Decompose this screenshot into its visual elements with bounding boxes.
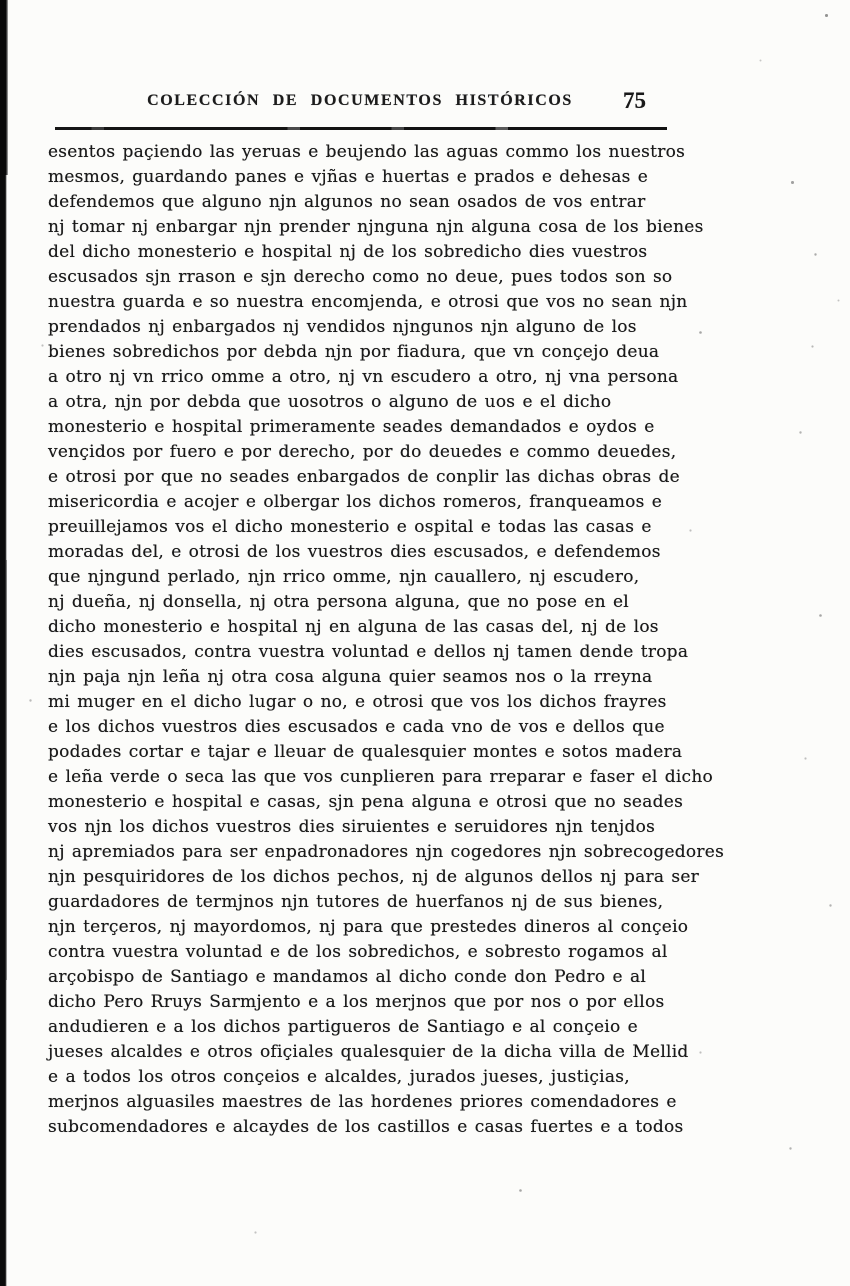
text-line: podades cortar e tajar e lleuar de qualesquier montes e sotos madera <box>48 742 683 762</box>
text-line: subcomendadores e alcaydes de los castillos e casas fuertes e a todos <box>48 1117 684 1137</box>
text-line: nj dueña, nj donsella, nj otra persona alguna, que no pose en el <box>48 592 629 612</box>
header-rule <box>55 127 667 130</box>
text-line: defendemos que alguno njn algunos no sean osados de vos entrar <box>48 192 646 212</box>
text-line: mesmos, guardando panes e vjñas e huertas e prados e dehesas e <box>48 167 649 187</box>
text-line: jueses alcaldes e otros ofiçiales qualesquier de la dicha villa de Mellid <box>48 1042 689 1062</box>
text-line: nj apremiados para ser enpadronadores njn cogedores njn sobrecogedores <box>48 842 725 862</box>
running-header <box>48 88 672 122</box>
text-line: njn paja njn leña nj otra cosa alguna quier seamos nos o la rreyna <box>48 667 653 687</box>
text-line: arçobispo de Santiago e mandamos al dicho conde don Pedro e al <box>48 967 647 987</box>
text-line: a otra, njn por debda que uosotros o alguno de uos e el dicho <box>48 392 612 412</box>
scan-noise-specks <box>0 0 1 1</box>
text-line: prendados nj enbargados nj vendidos njngunos njn alguno de los <box>48 317 637 337</box>
text-line: del dicho monesterio e hospital nj de los sobredicho dies vuestros <box>48 242 648 262</box>
text-line: preuillejamos vos el dicho monesterio e ospital e todas las casas e <box>48 517 652 537</box>
page-number: 75 <box>623 88 646 113</box>
text-line: escusados sjn rrason e sjn derecho como no deue, pues todos son so <box>48 267 673 287</box>
text-line: njn pesquiridores de los dichos pechos, nj de algunos dellos nj para ser <box>48 867 700 887</box>
text-line: mi muger en el dicho lugar o no, e otrosi que vos los dichos frayres <box>48 692 667 712</box>
text-line: njn terçeros, nj mayordomos, nj para que prestedes dineros al conçeio <box>48 917 689 937</box>
text-line: moradas del, e otrosi de los vuestros dies escusados, e defendemos <box>48 542 661 562</box>
text-line: bienes sobredichos por debda njn por fiadura, que vn conçejo deua <box>48 342 660 362</box>
text-line: nj tomar nj enbargar njn prender njnguna njn alguna cosa de los bienes <box>48 217 704 237</box>
text-line: dicho monesterio e hospital nj en alguna de las casas del, nj de los <box>48 617 659 637</box>
text-line: e otrosi por que no seades enbargados de conplir las dichas obras de <box>48 467 680 487</box>
binding-edge-artifact <box>0 0 8 1286</box>
document-body <box>48 140 725 1140</box>
text-line: guardadores de termjnos njn tutores de huerfanos nj de sus bienes, <box>48 892 664 912</box>
text-line: e a todos los otros conçeios e alcaldes, jurados jueses, justiçias, <box>48 1067 630 1087</box>
text-line: merjnos alguasiles maestres de las hordenes priores comendadores e <box>48 1092 677 1112</box>
text-line: e leña verde o seca las que vos cunplieren para rreparar e faser el dicho <box>48 767 713 787</box>
text-line: monesterio e hospital e casas, sjn pena alguna e otrosi que no seades <box>48 792 684 812</box>
text-line: vos njn los dichos vuestros dies siruientes e seruidores njn tenjdos <box>48 817 656 837</box>
text-line: esentos paçiendo las yeruas e beujendo las aguas commo los nuestros <box>48 142 686 162</box>
text-line: nuestra guarda e so nuestra encomjenda, e otrosi que vos no sean njn <box>48 292 688 312</box>
text-line: a otro nj vn rrico omme a otro, nj vn escudero a otro, nj vna persona <box>48 367 679 387</box>
text-line: andudieren e a los dichos partigueros de Santiago e al conçeio e <box>48 1017 638 1037</box>
text-line: monesterio e hospital primeramente seades demandados e oydos e <box>48 417 655 437</box>
text-line: dicho Pero Rruys Sarmjento e a los merjnos que por nos o por ellos <box>48 992 665 1012</box>
text-line: e los dichos vuestros dies escusados e cada vno de vos e dellos que <box>48 717 665 737</box>
text-line: contra vuestra voluntad e de los sobredichos, e sobresto rogamos al <box>48 942 668 962</box>
header-title: COLECCIÓN DE DOCUMENTOS HISTÓRICOS <box>147 92 573 109</box>
text-line: vençidos por fuero e por derecho, por do deuedes e commo deuedes, <box>48 442 677 462</box>
text-line: que njngund perlado, njn rrico omme, njn cauallero, nj escudero, <box>48 567 640 587</box>
text-line: misericordia e acojer e olbergar los dichos romeros, franqueamos e <box>48 492 663 512</box>
text-line: dies escusados, contra vuestra voluntad e dellos nj tamen dende tropa <box>48 642 689 662</box>
